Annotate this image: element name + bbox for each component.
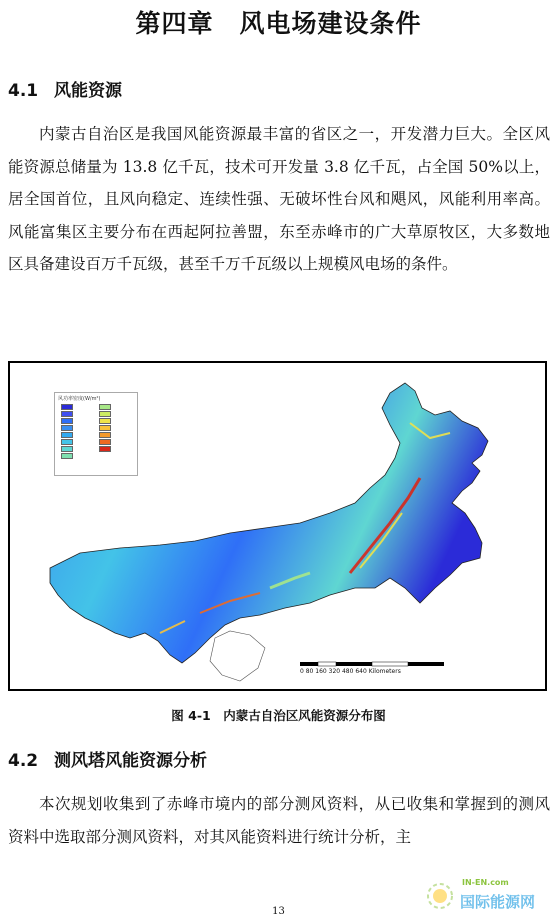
section-number: 4.2: [8, 751, 39, 771]
legend-swatch: [61, 453, 73, 459]
legend-swatch: [61, 439, 73, 445]
section-title: 测风塔风能资源分析: [54, 751, 207, 771]
body-paragraph: 内蒙古自治区是我国风能资源最丰富的省区之一，开发潜力巨大。全区风能资源总储量为 13.8 亿千瓦，技术可开发量 3.8 亿千瓦，占全国 50%以上，居全国首位，且风向稳定、连续性强、无破坏性台风和飓风，风能利用率高。风能富集区主要分布在西起阿拉善盟，东至赤峰市的广大草原牧区，大多数地区具备建设百万千瓦级，甚至千万千瓦级以上规模风电场的条件。: [8, 125, 550, 273]
legend-swatch: [99, 418, 111, 424]
legend-swatch: [99, 411, 111, 417]
legend-swatch: [61, 446, 73, 452]
legend-swatch: [99, 404, 111, 410]
legend-swatch: [61, 432, 73, 438]
body-paragraph: 本次规划收集到了赤峰市境内的部分测风资料，从已收集和掌握到的测风资料中选取部分测风资料，对其风能资料进行统计分析，主: [8, 795, 550, 846]
section-number: 4.1: [8, 81, 39, 101]
watermark-domain: IN-EN.com: [462, 878, 509, 887]
scale-labels: 0 80 160 320 480 640 Kilometers: [300, 668, 401, 675]
figure-caption: 图 4-1 内蒙古自治区风能资源分布图: [171, 708, 386, 723]
legend-swatch: [99, 425, 111, 431]
page-title: 第四章 风电场建设条件: [135, 9, 422, 38]
watermark-name: 国际能源网: [460, 893, 536, 911]
section-heading-4-1: [8, 76, 122, 101]
page-number: 13: [272, 906, 285, 917]
legend-swatch: [99, 439, 111, 445]
legend-swatch: [99, 432, 111, 438]
neighbor-region-outline: [210, 631, 265, 681]
map-legend: [54, 392, 138, 476]
legend-title: 风功率密度(W/m²): [58, 396, 101, 402]
legend-swatch: [61, 404, 73, 410]
legend-swatch: [61, 418, 73, 424]
legend-swatch: [61, 425, 73, 431]
legend-swatch: [61, 411, 73, 417]
section-title: 风能资源: [54, 81, 122, 101]
section-heading-4-2: [8, 746, 207, 771]
legend-swatch: [99, 446, 111, 452]
